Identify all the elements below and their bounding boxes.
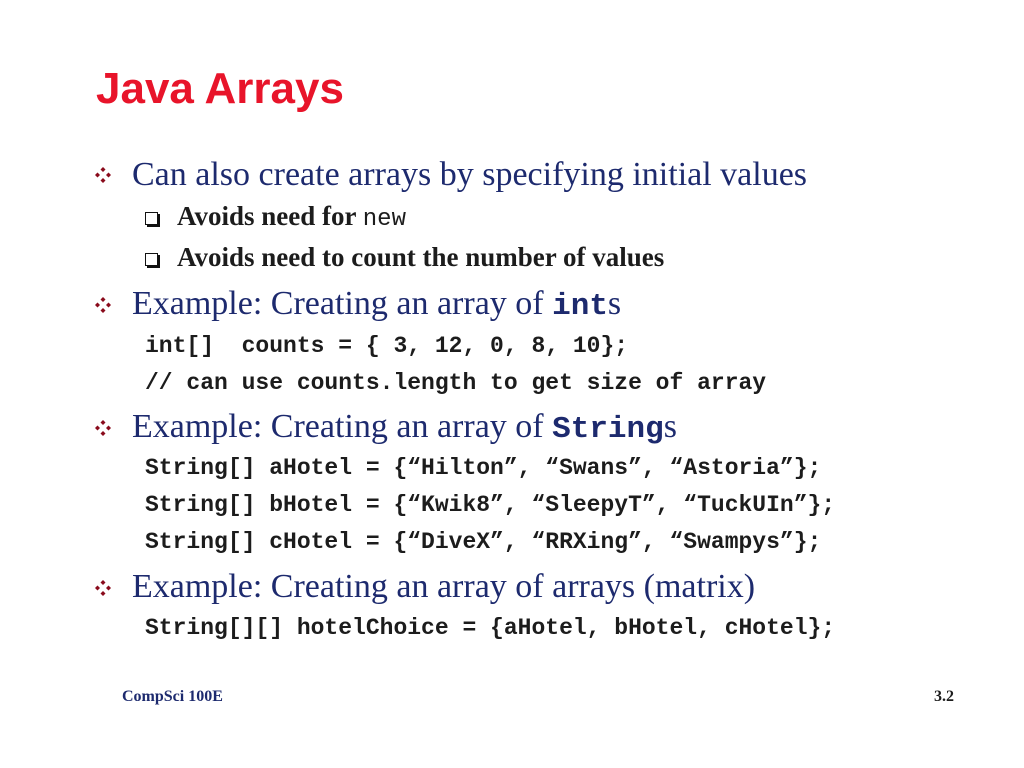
inline-code-new: new (362, 206, 406, 233)
slide-title: Java Arrays (96, 64, 344, 113)
bullet-text: Example: Creating an array of arrays (matrix) (132, 568, 756, 605)
square-bullet-icon (145, 212, 158, 225)
bullet-text-suffix: s (663, 408, 677, 445)
code-line-comment: // can use counts.length to get size of array (145, 370, 767, 396)
bullet-text-suffix: s (607, 285, 622, 322)
bullet-text (132, 284, 621, 327)
diamond-bullet-icon (94, 579, 112, 597)
bullet-text-prefix: Example: Creating an array of (132, 408, 553, 445)
inline-code-int: int (552, 289, 608, 324)
diamond-bullet-icon (94, 419, 112, 437)
code-line-counts: int[] counts = { 3, 12, 0, 8, 10}; (145, 333, 629, 359)
footer-page-number: 3.2 (934, 688, 954, 705)
diamond-bullet-icon (94, 166, 112, 184)
square-bullet-icon (145, 253, 158, 266)
bullet-text-prefix: Example: Creating an array of (132, 285, 553, 322)
footer-course-label: CompSci 100E (122, 688, 223, 705)
diamond-bullet-icon (94, 296, 112, 314)
code-line-bhotel: String[] bHotel = {“Kwik8”, “SleepyT”, “TuckUIn”}; (145, 492, 836, 518)
bullet-text: Can also create arrays by specifying initial values (132, 156, 808, 193)
code-line-chotel: String[] cHotel = {“DiveX”, “RRXing”, “Swampys”}; (145, 529, 822, 555)
code-line-ahotel: String[] aHotel = {“Hilton”, “Swans”, “Astoria”}; (145, 455, 822, 481)
code-line-hotelchoice: String[][] hotelChoice = {aHotel, bHotel, cHotel}; (145, 615, 836, 641)
bullet-text (132, 407, 677, 450)
sub-item-text (177, 200, 406, 236)
inline-code-string: String (552, 412, 664, 447)
sub-item-label: Avoids need for (177, 201, 363, 231)
sub-item-text: Avoids need to count the number of values (177, 242, 665, 272)
